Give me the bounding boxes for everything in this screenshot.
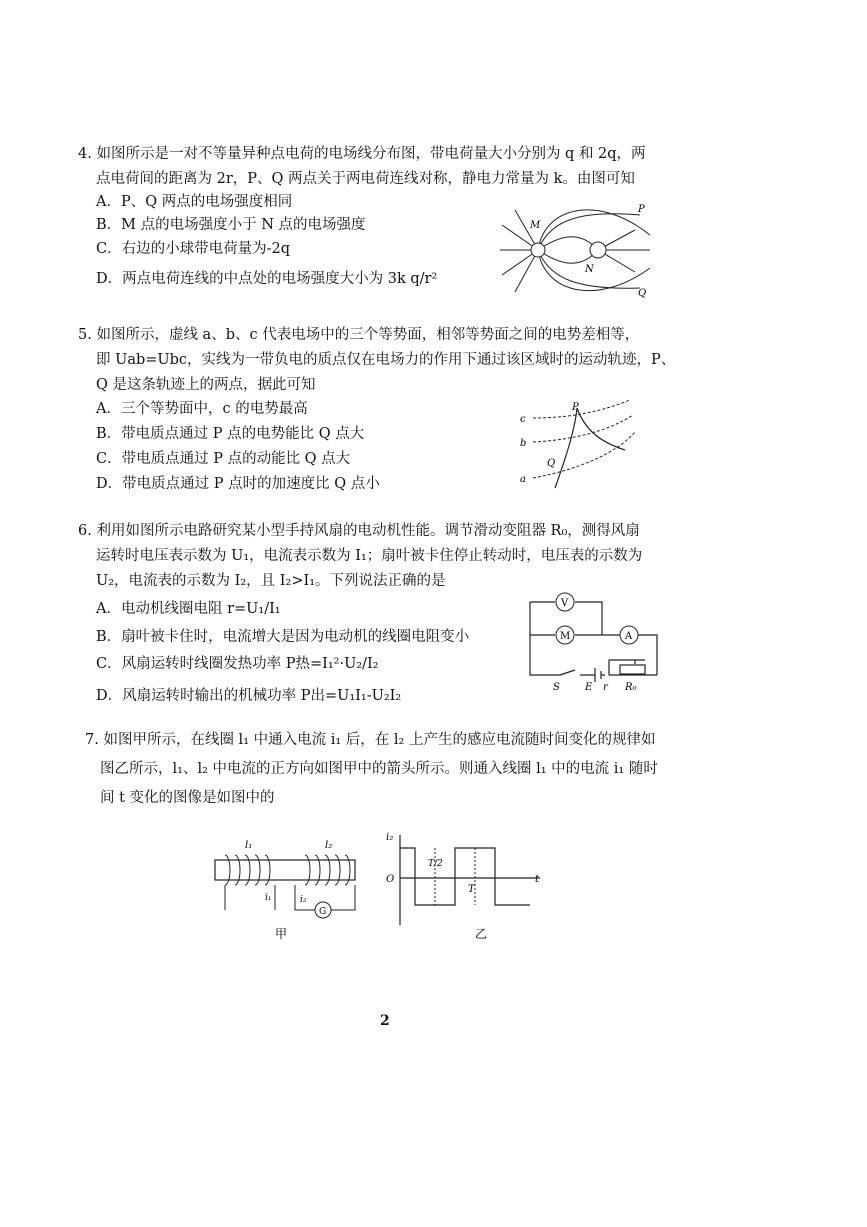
q6-option-c: C．风扇运转时线圈发热功率 P热=I₁²·U₂/I₂ xyxy=(96,656,379,672)
q7-jia-caption: 甲 xyxy=(275,927,288,940)
q7-y-axis-label: i₂ xyxy=(386,832,394,843)
q4-label-q: Q xyxy=(638,288,647,299)
q6-switch-label: S xyxy=(553,682,560,693)
q5-option-b: B．带电质点通过 P 点的电势能比 Q 点大 xyxy=(96,426,365,442)
q4-option-c: C．右边的小球带电荷量为-2q xyxy=(96,241,291,257)
q5-option-a: A．三个等势面中，c 的电势最高 xyxy=(96,401,308,417)
q5-option-c: C．带电质点通过 P 点的动能比 Q 点大 xyxy=(96,451,351,467)
q6-ammeter-label: A xyxy=(625,631,633,642)
q7-half-period-label: T/2 xyxy=(428,859,443,869)
q5-line-3: Q 是这条轨迹上的两点，据此可知 xyxy=(96,377,316,393)
q4-option-b: B．M 点的电场强度小于 N 点的电场强度 xyxy=(96,217,366,233)
q6-motor-label: M xyxy=(560,631,571,642)
q5-equipotential-figure xyxy=(515,400,645,490)
q7-origin-label: O xyxy=(386,874,395,885)
q7-line-3: 间 t 变化的图像是如图中的 xyxy=(100,790,275,806)
q6-option-d: D．风扇运转时输出的机械功率 P出=U₁I₁-U₂I₂ xyxy=(96,688,402,704)
q4-label-p: P xyxy=(638,204,645,215)
q4-option-d: D．两点电荷连线的中点处的电场强度大小为 3k q/r² xyxy=(96,271,438,287)
q7-i1-label: i₁ xyxy=(265,893,272,903)
q6-internal-r-label: r xyxy=(603,682,608,693)
q4-option-a: A．P、Q 两点的电场强度相同 xyxy=(96,194,293,210)
q5-label-p: P xyxy=(572,402,579,413)
q4-label-n: N xyxy=(585,264,594,275)
q7-fig-yi xyxy=(380,830,550,940)
q5-label-b: b xyxy=(520,438,527,449)
q5-label-q: Q xyxy=(547,458,556,469)
q6-line-1: 6. 利用如图所示电路研究某小型手持风扇的电动机性能。调节滑动变阻器 R₀，测得风扇 xyxy=(78,523,640,539)
q7-fig-jia xyxy=(200,830,370,940)
q4-line-1: 4. 如图所示是一对不等量异种点电荷的电场线分布图，带电荷量大小分别为 q 和 2q，两 xyxy=(78,146,646,162)
q4-line-2: 点电荷间的距离为 2r，P、Q 两点关于两电荷连线对称，静电力常量为 k。由图可知 xyxy=(96,171,635,187)
q7-yi-caption: 乙 xyxy=(475,927,488,940)
q7-l2-label: l₂ xyxy=(325,840,333,851)
q6-option-b: B．扇叶被卡住时，电流增大是因为电动机的线圈电阻变小 xyxy=(96,629,470,645)
q4-label-m: M xyxy=(530,220,541,231)
q6-line-3: U₂，电流表的示数为 I₂，且 I₂>I₁。下列说法正确的是 xyxy=(96,573,446,589)
q7-galvanometer-label: G xyxy=(319,907,327,917)
q7-line-2: 图乙所示，l₁、l₂ 中电流的正方向如图甲中的箭头所示。则通入线圈 l₁ 中的电流 i₁ 随时 xyxy=(100,761,658,777)
q5-option-d: D．带电质点通过 P 点时的加速度比 Q 点小 xyxy=(96,476,380,492)
q6-line-2: 运转时电压表示数为 U₁，电流表示数为 I₁；扇叶被卡住停止转动时，电压表的示数为 xyxy=(96,548,643,564)
q7-period-label: T xyxy=(468,884,475,895)
page-number: 2 xyxy=(380,1013,390,1029)
q4-field-line-figure xyxy=(490,200,660,300)
q6-voltmeter-label: V xyxy=(561,598,569,609)
q7-line-1: 7. 如图甲所示，在线圈 l₁ 中通入电流 i₁ 后，在 l₂ 上产生的感应电流随时间变化的规律如 xyxy=(85,732,656,748)
q5-line-2: 即 Uab=Ubc，实线为一带负电的质点仅在电场力的作用下通过该区域时的运动轨迹，P、 xyxy=(96,352,676,368)
q5-line-1: 5. 如图所示，虚线 a、b、c 代表电场中的三个等势面，相邻等势面之间的电势差相等， xyxy=(78,327,640,343)
q7-i2-label: i₂ xyxy=(300,895,307,905)
q6-rheostat-label: R₀ xyxy=(625,682,637,693)
q5-label-a: a xyxy=(520,474,526,485)
q6-circuit-figure xyxy=(525,590,665,700)
q7-x-axis-label: t xyxy=(535,874,540,885)
q7-l1-label: l₁ xyxy=(245,840,253,851)
q6-option-a: A．电动机线圈电阻 r=U₁/I₁ xyxy=(96,601,281,617)
q5-label-c: c xyxy=(520,414,526,425)
q6-emf-label: E xyxy=(585,682,593,693)
